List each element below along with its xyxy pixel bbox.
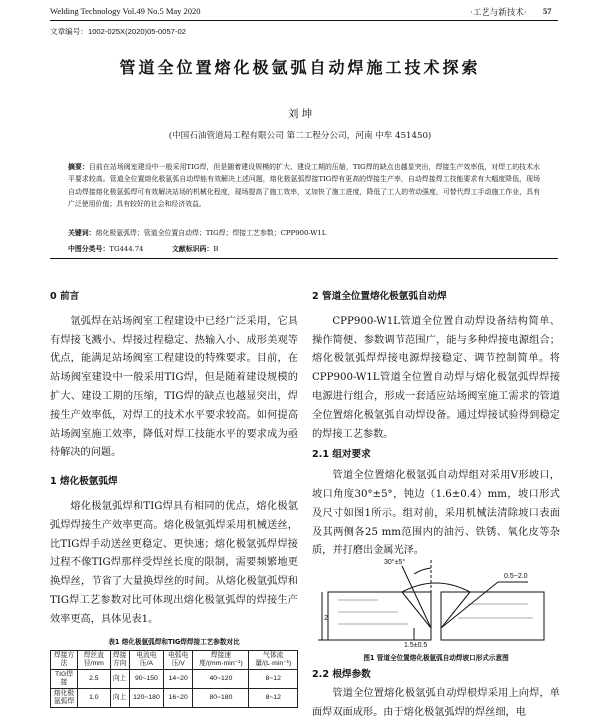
table-cell: 熔化极氩弧焊 [51,689,78,708]
table-cell: 8~12 [249,689,298,708]
table-cell: 向上 [110,689,129,708]
table-header-cell: 电流电压/A [129,651,163,670]
abstract-text: 目前在站场阀室建设中一般采用TIG焊，但是随着建设规模的扩大、建设工期的压缩，TIG焊的缺点也越显突出，焊接生产效率低，对焊工的技术水平要求较高。管道全位置熔化极氩弧自动焊能有效解决上述问题，熔化极氩弧焊接TIG焊有更高的焊接生产率，自动焊接焊工技能要求有大幅度降低，现场自动焊接熔化极氩弧焊可有效解决站场的机械化程度，现场提高了施工效率，又加快了施工进度，降低了工人的劳动强度，可替代焊工手动施工作业，具有广泛使用价值；具有较好的社会和经济效益。 [68,163,541,209]
clc-label: 中图分类号： [68,245,110,253]
doc-code-label: 文献标识码： [171,245,214,253]
gap-leader [441,582,498,628]
table-cell: 80~180 [193,689,249,708]
table-cell: 8~12 [249,670,298,689]
section-1-heading: 1 熔化极氩弧焊 [50,476,118,488]
table-cell: TIG焊接 [51,670,78,689]
angle-label: 30°±5° [384,559,406,566]
doc-number: 文章编号：1002-025X(2020)05-0057-02 [50,27,186,36]
section-2-paragraph: CPP900-W1L管道全位置自动焊设备结构简单、操作简便、参数调节范围广，能与多种焊接电源组合；熔化极氩弧焊焊接电源焊接稳定、调节控制简单。将CPP900-W1L管道全位置自动焊与熔化极氩弧焊焊接电源进行组合，形成一套适应站场阀室施工需求的管道全位置熔化极氩弧自动焊设备。通过焊接试验得到稳定的焊接工艺参数。 [312,315,560,440]
section-2-2-heading: 2.2 根焊参数 [312,669,371,680]
section-2-heading: 2 管道全位置熔化极氩弧自动焊 [312,291,447,302]
section-2-2-paragraph: 管道全位置熔化极氩弧自动焊根焊采用上向焊，单面焊双面成形。由于熔化极氩弧焊的焊丝细，电 [312,687,560,718]
table-1-caption: 表1 熔化极氩弧焊和TIG焊焊接工艺参数对比 [108,638,240,646]
table-1 [50,650,298,708]
keywords-label: 关键词： [68,229,96,237]
angle-arc [414,568,431,574]
table-row [51,670,298,689]
paper-title: 管道全位置熔化极氩弧自动焊施工技术探索 [119,58,481,77]
author: 刘 坤 [287,108,313,120]
journal-header: Welding Technology Vol.49 No.5 May 2020 [50,6,201,16]
abstract [68,161,540,211]
left-column [50,288,298,630]
table-cell: 1.0 [78,689,110,708]
section-label: ·工艺与新技术· [470,7,527,17]
section-1-paragraph: 熔化极氩弧焊和TIG焊具有相同的优点，熔化极氩弧焊焊接生产效率更高。熔化极氩弧焊采用机械送丝，比TIG焊手动送丝更稳定、更快速；熔化极氩弧焊焊接过程不像TIG焊那样受焊丝长度的限制，需要频繁地更换焊丝，节省了大量换焊丝的时间。从熔化极氩弧焊和TIG焊工艺参数对比可体现出熔化极氩弧焊的焊接生产效率更高，具体见表1。 [50,500,298,625]
table-header-cell: 焊接方向 [110,651,129,670]
table-header-cell: 焊接速度/(mm·min⁻¹) [193,651,249,670]
table-header-cell: 气体流量/(L·min⁻¹) [249,651,298,670]
abstract-rule [50,258,558,259]
table-header-cell: 焊丝直径/mm [78,651,110,670]
right-column-bottom [312,666,560,722]
header-rule [50,20,558,21]
clc-value: TG444.74 [109,245,144,253]
gap-label: 0.5~2.0 [504,573,528,580]
table-cell: 2.5 [78,670,110,689]
left-plate [328,592,431,640]
section-2-1-paragraph: 管道全位置熔化极氩弧自动焊组对采用V形坡口，坡口角度30°±5°，钝边（1.6±0.4）mm，坡口形式及尺寸如图1所示。组对前，采用机械法清除坡口表面及其两侧各25 mm范围内的油污、铁锈、氧化皮等杂质，并打磨出金属光泽。 [312,470,560,557]
table-cell: 120~180 [129,689,163,708]
abstract-label: 摘要： [68,163,89,171]
root-face-label: 1.5±0.5 [404,642,428,648]
table-header-cell: 电弧电压/V [164,651,193,670]
section-2-1-heading: 2.1 组对要求 [312,449,371,461]
right-column-top [312,288,560,561]
table-cell: 向上 [110,670,129,689]
table-row [51,689,298,708]
table-cell: 14~20 [164,670,193,689]
table-cell: 90~150 [129,670,163,689]
keywords-text: 熔化极氩弧焊；管道全位置自动焊；TIG焊；焊接工艺参数；CPP900-W1L [95,229,327,237]
doc-code-value: B [213,245,219,253]
table-cell: 16~20 [164,689,193,708]
table-header-row [51,651,298,670]
section-0-heading: 0 前言 [50,291,80,302]
figure-1-caption: 图1 管道全位置熔化极氩弧自动焊坡口形式示意图 [363,654,509,662]
section-0-paragraph: 氩弧焊在站场阀室工程建设中已经广泛采用，它具有焊接飞溅小、焊接过程稳定、热输入小、成形美观等优点，能满足站场阀室工程建设的特殊要求。目前，在站场阀室建设中一般采用TIG焊，但是随着建设规模的扩大、建设工期的压缩，TIG焊的缺点也越显突出，焊接生产效率低，对焊工的技术水平要求较高。如何提高站场阀室施工效率，降低对焊工技能水平的要求成为亟待解决的问题。 [50,315,298,459]
page-number: 57 [543,6,552,16]
figure-1-groove-drawing [318,552,554,648]
keywords [68,227,540,237]
table-header-cell: 焊接方法 [51,651,78,670]
table-cell: 40~120 [193,670,249,689]
classification [68,243,540,253]
side-label: 2 [324,615,328,622]
groove-left-face [402,592,431,640]
affiliation: (中国石油管道局工程有限公司 第二工程分公司，河南 中牟 451450) [168,131,432,141]
